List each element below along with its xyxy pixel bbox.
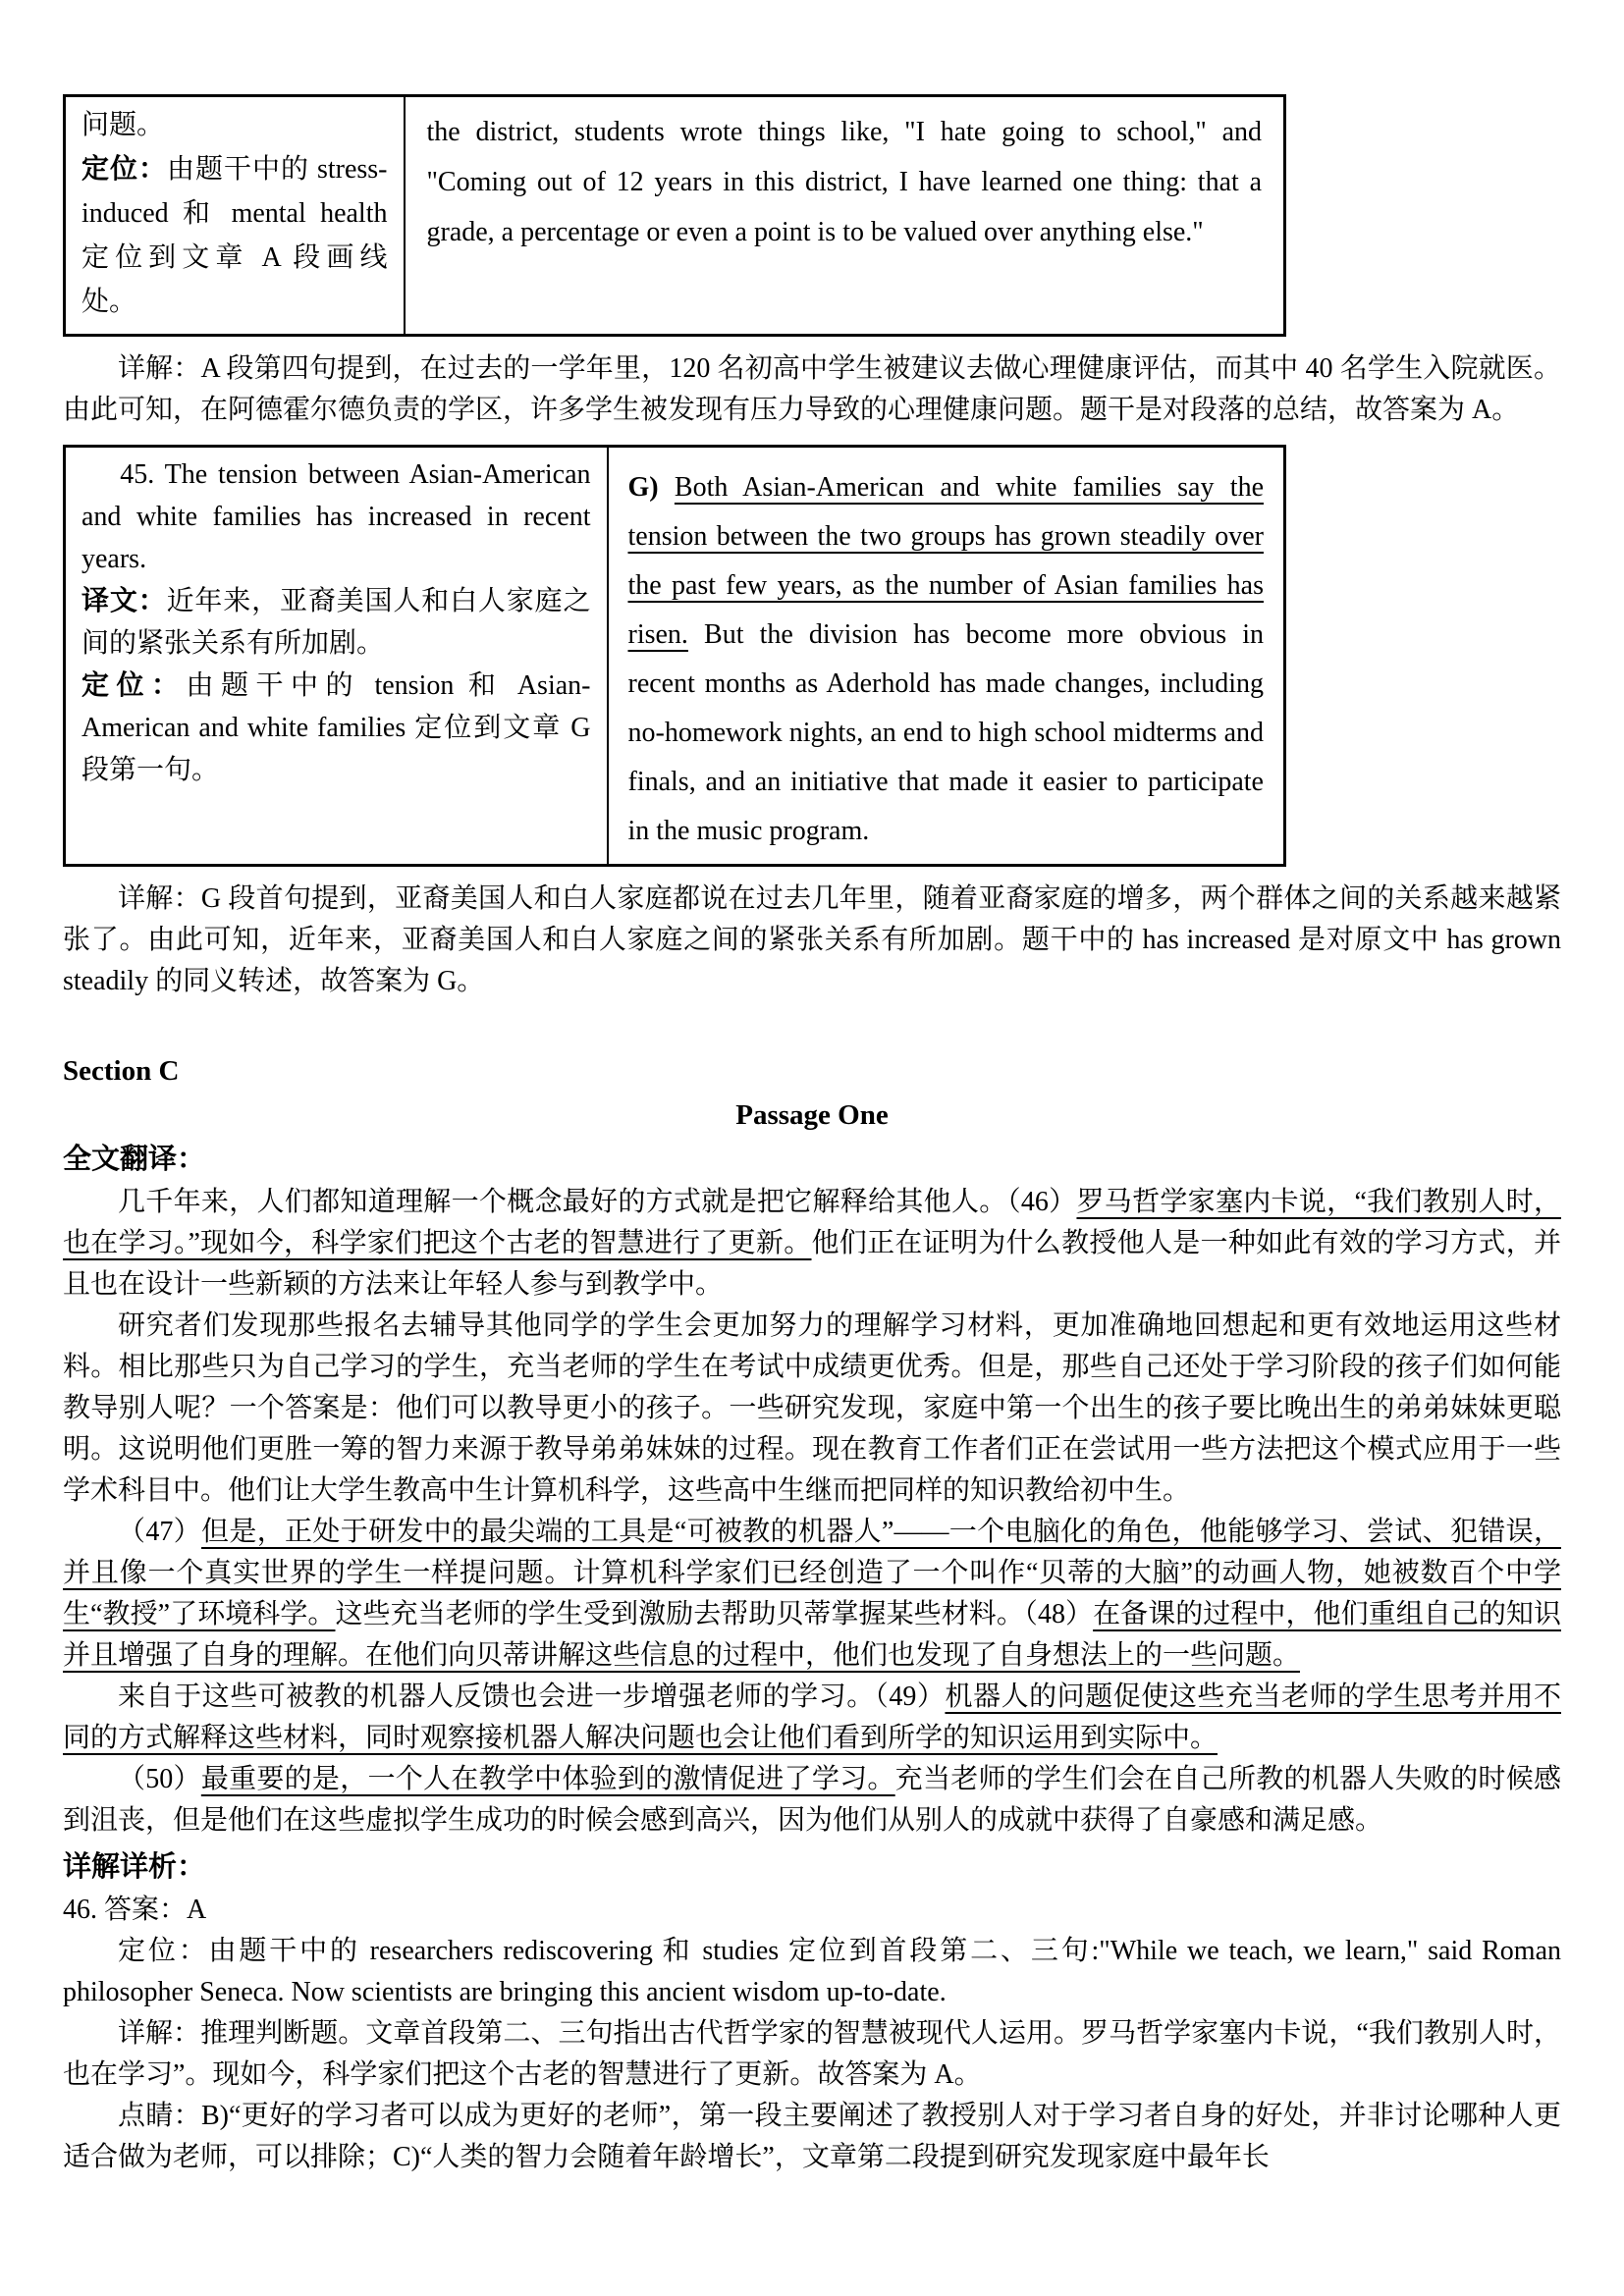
text-segment: 来自于这些可被教的机器人反馈也会进一步增强老师的学习。（49） [118,1682,946,1712]
text-segment: （50） [118,1764,201,1794]
answer-44-row [65,96,1285,336]
translation-para-1 [63,1182,1561,1306]
passage-excerpt-44: the district, students wrote things like, "I hate going to school," and "Coming out of 12 years in this district, I have learned one thing: that a grade, a percentage or even a point is to be valued over anything else." [426,117,1262,247]
question-45-text: 45. The tension between Asian-American and white families has increased in recent years. [81,459,591,574]
translation-para-3 [63,1512,1561,1677]
q46-xiangjie: 详解：推理判断题。文章首段第二、三句指出古代哲学家的智慧被现代人运用。罗马哲学家塞内卡说，“我们教别人时，也在学习”。现如今，科学家们把这个古老的智慧进行了更新。故答案为 A。 [63,2018,1561,2090]
underlined-sentence-48: 在备课的过程中，他们重组自己的知识并且增强了自身的理解。在他们向贝蒂讲解这些信息的过程中，他们也发现了自身想法上的一些问题。 [63,1599,1561,1671]
translation-para-5 [63,1759,1561,1842]
text-segment: 几千年来，人们都知道理解一个概念最好的方式就是把它解释给其他人。（46） [118,1187,1077,1217]
answer-45-row [65,447,1285,866]
option-g-underlined-text: Both Asian-American and white families say the tension between the two groups has grown steadily over the past few years, as the number of Asian families has risen. [627,472,1264,650]
text-segment: （47） [118,1517,202,1547]
option-g-label: G) [627,472,659,503]
explanation-45: 详解：G 段首句提到，亚裔美国人和白人家庭都说在过去几年里，随着亚裔家庭的增多，两个群体之间的关系越来越紧张了。由此可知，近年来，亚裔美国人和白人家庭之间的紧张关系有所加剧。题干中的 has increased 是对原文中 has grown steadily 的同义转述，故答案为 G。 [63,883,1561,996]
dingwei-label: 定位： [81,670,187,701]
answer-45-yiwen [81,580,591,665]
text-segment: 他们正在证明为什么教授他人是一种如此有效的学习方式，并且也在设计一些新颖的方法来让年轻人参与到教学中。 [63,1228,1561,1300]
q46-dingwei: 定位：由题干中的 researchers rediscovering 和 studies 定位到首段第二、三句:"While we teach, we learn," said Roman philosopher Seneca. Now scientists are bringing this ancient wisdom up-to-date. [63,1936,1561,2007]
answer-44-table [63,94,1286,337]
underlined-sentence-46: 罗马哲学家塞内卡说，“我们教别人时，也在学习。”现如今，科学家们把这个古老的智慧进行了更新。 [63,1187,1561,1258]
passage-one-heading: Passage One [735,1099,889,1131]
answer-45-right-cell [608,447,1285,866]
dingwei-label: 定位： [81,154,167,185]
section-c-heading: Section C [63,1055,180,1087]
answer-45-table [63,445,1286,867]
translation-para-2: 研究者们发现那些报名去辅导其他同学的学生会更加努力的理解学习材料，更加准确地回想起和更有效地运用这些材料。相比那些只为自己学习的学生，充当老师的学生在考试中成绩更优秀。但是，那些自己还处于学习阶段的孩子们如何能教导别人呢？一个答案是：他们可以教导更小的孩子。一些研究发现，家庭中第一个出生的孩子要比晚出生的弟弟妹妹更聪明。这说明他们更胜一筹的智力来源于教导弟弟妹妹的过程。现在教育工作者们正在尝试用一些方法把这个模式应用于一些学术科目中。他们让大学生教高中生计算机科学，这些高中生继而把同样的知识教给初中生。 [63,1310,1561,1506]
explanation-44: 详解：A 段第四句提到，在过去的一学年里，120 名初高中学生被建议去做心理健康评估，而其中 40 名学生入院就医。由此可知，在阿德霍尔德负责的学区，许多学生被发现有压力导致的心理健康问题。题干是对段落的总结，故答案为 A。 [63,353,1561,425]
text-segment: 充当老师的学生们会在自己所教的机器人失败的时候感到沮丧，但是他们在这些虚拟学生成功的时候会感到高兴，因为他们从别人的成就中获得了自豪感和满足感。 [63,1764,1561,1836]
q46-dianjing: 点睛：B)“更好的学习者可以成为更好的老师”，第一段主要阐述了教授别人对于学习者自身的好处，并非讨论哪种人更适合做为老师，可以排除；C)“人类的智力会随着年龄增长”，文章第二段提到研究发现家庭中最年长 [63,2101,1561,2172]
option-g-rest-text: But the division has become more obvious in recent months as Aderhold has made changes, including no-homework nights, an end to high school midterms and finals, and an initiative that made it easier to participate in the music program. [627,619,1264,846]
translation-para-4 [63,1677,1561,1759]
answer-45-left-cell [65,447,608,866]
translation-heading: 全文翻译： [63,1144,206,1175]
text-segment: 这些充当老师的学生受到激励去帮助贝蒂掌握某些材料。（48） [335,1599,1094,1629]
analysis-heading: 详解详析： [63,1851,206,1883]
dingwei-text: 由题干中的 tension 和 Asian-American and white families 定位到文章 G 段第一句。 [81,670,591,785]
answer-44-right-cell [405,96,1285,336]
yiwen-label: 译文： [81,586,167,616]
underlined-sentence-50: 最重要的是，一个人在教学中体验到的激情促进了学习。 [200,1764,895,1794]
answer-45-dingwei [81,665,591,791]
passage-excerpt-45 [628,463,1265,856]
underlined-sentence-49: 机器人的问题促使这些充当老师的学生思考并用不同的方式解释这些材料，同时观察接机器人解决问题也会让他们看到所学的知识运用到实际中。 [63,1682,1561,1753]
yiwen-text: 近年来，亚裔美国人和白人家庭之间的紧张关系有所加剧。 [81,586,591,659]
answer-44-dingwei [81,147,388,324]
answer-44-left-tail: 问题。 [81,110,165,140]
underlined-sentence-47: 但是，正处于研发中的最尖端的工具是“可被教的机器人”——一个电脑化的角色，他能够学习、尝试、犯错误，并且像一个真实世界的学生一样提问题。计算机科学家们已经创造了一个叫作“贝蒂的大脑”的动画人物，她被数百个中学生“教授”了环境科学。 [63,1517,1561,1629]
q46-answer-line: 46. 答案：A [63,1895,207,1925]
answer-44-left-cell [65,96,405,336]
dingwei-text: 由题干中的 stress-induced 和 mental health 定位到文章 A 段画线处。 [81,154,388,317]
